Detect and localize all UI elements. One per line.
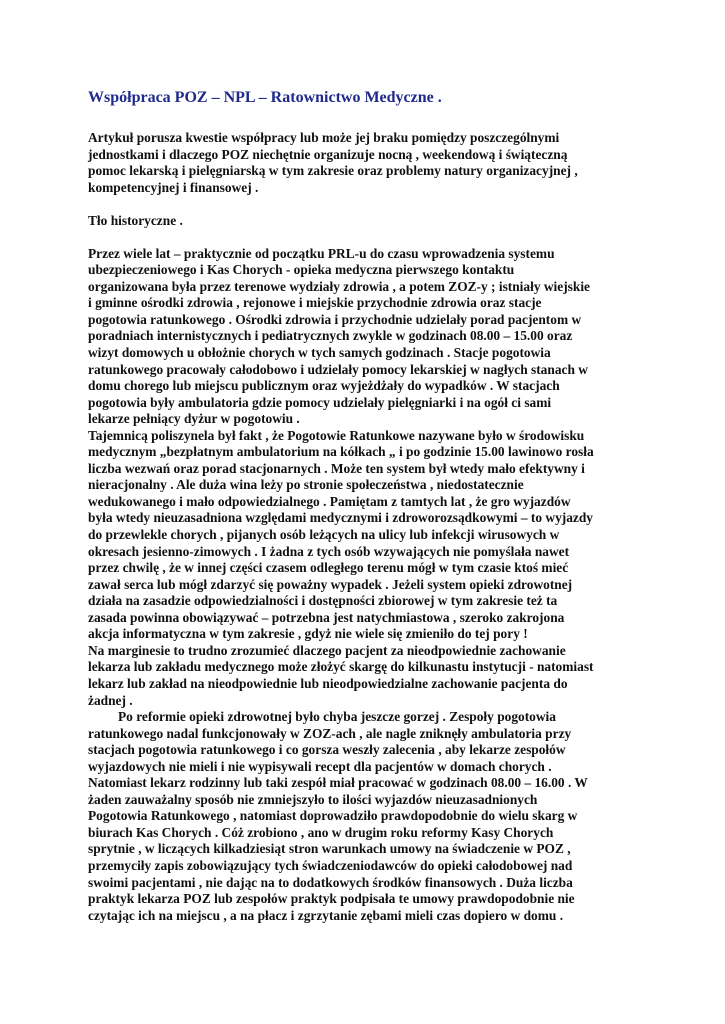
spacer [88,229,665,246]
paragraph-4: Po reformie opieki zdrowotnej było chyba jeszcze gorzej . Zespoły pogotowia ratunkowego nadal funkcjonowały w ZOZ-ach , ale nagle zniknęły ambulatoria przy stacjach pogotowia ratunkowego i co gorsza weszły zalecenia , aby lekarze zespołów wyjazdowych nie mieli i nie wypisywali recept dla pacjentów w domach chorych . Natomiast lekarz rodzinny lub taki zespół miał pracować w godzinach 08.00 – 16.00 . W żaden zauważalny sposób nie zmniejszyło to ilości wyjazdów nieuzasadnionych Pogotowia Ratunkowego , natomiast doprowadziło prawdopodobnie do wielu skarg w biurach Kas Chorych . Cóż zrobiono , ano w drugim roku reformy Kasy Chorych sprytnie , w liczących kilkadziesiąt stron warunkach umowy na świadczenie w POZ , przemyciły zapis zobowiązujący tych świadczeniodawców do opieki całodobowej nad swoimi pacjentami , nie dając na to dodatkowych środków finansowych . Duża liczba praktyk lekarza POZ lub zespołów praktyk podpisała te umowy prawdopodobnie nie czytając ich na miejscu , a na płacz i zgrzytanie zębami mieli czas dopiero w domu . [88,709,588,923]
paragraph-2: Tajemnicą poliszynela był fakt , że Pogotowie Ratunkowe nazywane było w środowisku medycznym „bezpłatnym ambulatorium na kółkach „ i po godzinie 15.00 lawinowo rosła liczba wezwań oraz porad stacjonarnych . Może ten system był wtedy mało efektywny i nieracjonalny . Ale duża wina leży po stronie społeczeństwa , niedostatecznie wedukowanego i mało odpowiedzialnego . Pamiętam z tamtych lat , że gro wyjazdów była wtedy nieuzasadniona względami medycznymi i zdroworozsądkowymi – to wyjazdy do przewlekle chorych , pijanych osób leżących na ulicy lub infekcji wirusowych w okresach jesienno-zimowych . I żadna z tych osób wzywających nie pomyślała nawet przez chwilę , że w innej części czasem odległego terenu mógł w tym czasie ktoś mieć zawał serca lub mógł zdarzyć się poważny wypadek . Jeżeli system opieki zdrowotnej działa na zasadzie odpowiedzialności i dostępności zbiorowej w tym zakresie też ta zasada powinna obowiązywać – potrzebna jest natychmiastowa , szeroko zakrojona akcja informatyczna w tym zakresie , gdyż nie wiele się zmieniło do tej pory ! [88,427,594,642]
abstract: Artykuł porusza kwestie współpracy lub może jej braku pomiędzy poszczególnymi jednostkami i dlaczego POZ niechętnie organizuje nocną , weekendową i świąteczną pomoc lekarską i pielęgniarską w tym zakresie oraz problemy natury organizacyjnej , kompetencyjnej i finansowej . [88,130,578,195]
spacer [88,196,665,213]
paragraph-1: Przez wiele lat – praktycznie od początku PRL-u do czasu wprowadzenia systemu ubezpieczeniowego i Kas Chorych - opieka medyczna pierwszego kontaktu organizowana była przez terenowe wydziały zdrowia , a potem ZOZ-y ; istniały wiejskie i gminne ośrodki zdrowia , rejonowe i miejskie przychodnie zdrowia oraz stacje pogotowia ratunkowego . Ośrodki zdrowia i przychodnie udzielały porad pacjentom w poradniach internistycznych i pediatrycznych zwykle w godzinach 08.00 – 15.00 oraz wizyt domowych u obłożnie chorych w tych samych godzinach . Stacje pogotowia ratunkowego pracowały całodobowo i udzielały pomocy lekarskiej w nagłych stanach w domu chorego lub miejscu publicznym oraz wyjeżdżały do wypadków . W stacjach pogotowia były ambulatoria gdzie pomocy udzielały pielęgniarki i na ogół ci sami lekarze pełniący dyżur w pogotowiu . [88,245,590,427]
document-title: Współpraca POZ – NPL – Ratownictwo Medyczne . [88,89,442,106]
paragraph-3: Na marginesie to trudno zrozumieć dlaczego pacjent za nieodpowiednie zachowanie lekarza lub zakładu medycznego może złożyć skargę do kilkunastu instytucji - natomiast lekarz lub zakład na nieodpowiednie lub nieodpowiedzialne zachowanie pacjenta do żadnej . [88,642,594,708]
section-heading: Tło historyczne . [88,212,183,228]
